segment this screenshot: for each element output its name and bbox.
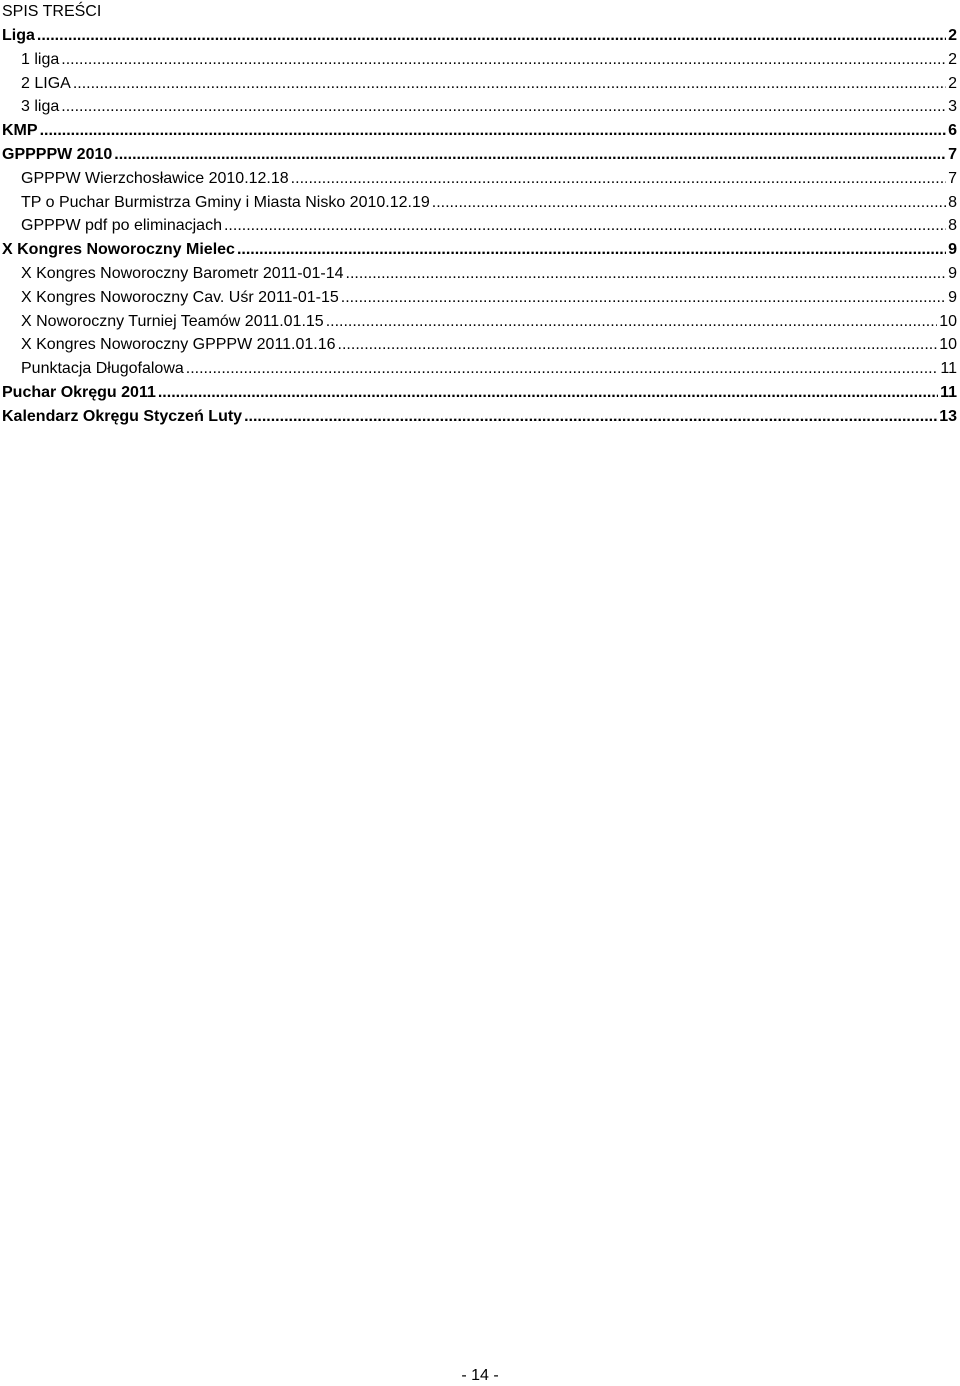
toc-dot-leader <box>114 143 946 167</box>
toc-entry-page: 10 <box>939 336 957 354</box>
toc-entry[interactable] <box>2 262 957 286</box>
toc-entry-title: X Kongres Noworoczny Mielec <box>2 241 235 259</box>
toc-entry-title: GPPPW pdf po eliminacjach <box>21 217 222 235</box>
toc-dot-leader <box>40 119 947 143</box>
toc-entry-title: 1 liga <box>21 50 60 68</box>
toc-entry-title: X Kongres Noworoczny Barometr 2011-01-14 <box>21 264 344 282</box>
toc-entry[interactable] <box>2 72 957 96</box>
toc-entry-page: 13 <box>939 407 957 425</box>
toc-entry[interactable] <box>2 405 957 429</box>
toc-list <box>2 24 957 429</box>
toc-entry-title: 2 LIGA <box>21 74 71 92</box>
toc-entry-page: 2 <box>948 74 957 92</box>
toc-entry[interactable] <box>2 191 957 215</box>
toc-dot-leader <box>158 381 938 405</box>
toc-entry-title: X Kongres Noworoczny GPPPW 2011.01.16 <box>21 336 336 354</box>
toc-entry-page: 6 <box>948 122 957 140</box>
toc-entry-page: 9 <box>948 264 957 282</box>
toc-dot-leader <box>61 48 946 72</box>
toc-entry-title: X Noworoczny Turniej Teamów 2011.01.15 <box>21 312 324 330</box>
toc-entry-page: 11 <box>940 360 957 378</box>
toc-dot-leader <box>224 214 946 238</box>
toc-entry[interactable] <box>2 357 957 381</box>
toc-entry-page: 9 <box>948 288 957 306</box>
toc-entry-page: 8 <box>948 217 957 235</box>
toc-dot-leader <box>326 310 938 334</box>
toc-entry-page: 2 <box>948 50 957 68</box>
toc-entry-title: TP o Puchar Burmistrza Gminy i Miasta Nisko 2010.12.19 <box>21 193 430 211</box>
toc-entry[interactable] <box>2 167 957 191</box>
toc-dot-leader <box>237 238 946 262</box>
toc-dot-leader <box>291 167 946 191</box>
toc-entry-page: 2 <box>948 27 957 44</box>
toc-dot-leader <box>186 357 939 381</box>
toc-entry[interactable] <box>2 238 957 262</box>
toc-entry[interactable] <box>2 286 957 310</box>
toc-dot-leader <box>338 333 938 357</box>
toc-entry-page: 3 <box>948 98 957 116</box>
toc-entry[interactable] <box>2 381 957 405</box>
toc-entry[interactable] <box>2 48 957 72</box>
toc-heading: SPIS TREŚCI <box>2 3 102 20</box>
page-number: - 14 - <box>461 1367 499 1384</box>
toc-dot-leader <box>73 72 946 96</box>
toc-entry[interactable] <box>2 310 957 334</box>
toc-entry-page: 7 <box>948 145 957 163</box>
toc-entry-page: 7 <box>948 169 957 187</box>
toc-entry[interactable] <box>2 95 957 119</box>
toc-entry-title: GPPPPW 2010 <box>2 145 113 163</box>
toc-entry-title: KMP <box>2 122 38 140</box>
toc-dot-leader <box>61 95 946 119</box>
toc-entry[interactable] <box>2 119 957 143</box>
toc-entry-title: Punktacja Długofalowa <box>21 360 184 378</box>
toc-entry-page: 9 <box>948 241 957 259</box>
toc-entry-title: Liga <box>2 27 35 44</box>
toc-entry-page: 10 <box>939 312 957 330</box>
toc-entry-title: X Kongres Noworoczny Cav. Uśr 2011-01-15 <box>21 288 339 306</box>
toc-entry-title: 3 liga <box>21 98 60 116</box>
toc-entry-page: 11 <box>940 383 957 401</box>
toc-dot-leader <box>432 191 946 215</box>
toc-entry-title: Puchar Okręgu 2011 <box>2 383 156 401</box>
toc-entry[interactable] <box>2 24 957 48</box>
toc-entry[interactable] <box>2 214 957 238</box>
toc-entry-title: Kalendarz Okręgu Styczeń Luty <box>2 407 243 425</box>
toc-entry[interactable] <box>2 143 957 167</box>
toc-entry-page: 8 <box>948 193 957 211</box>
toc-dot-leader <box>346 262 947 286</box>
toc-entry[interactable] <box>2 333 957 357</box>
toc-dot-leader <box>37 24 946 48</box>
toc-dot-leader <box>341 286 946 310</box>
toc-entry-title: GPPPW Wierzchosławice 2010.12.18 <box>21 169 289 187</box>
toc-dot-leader <box>244 405 937 429</box>
